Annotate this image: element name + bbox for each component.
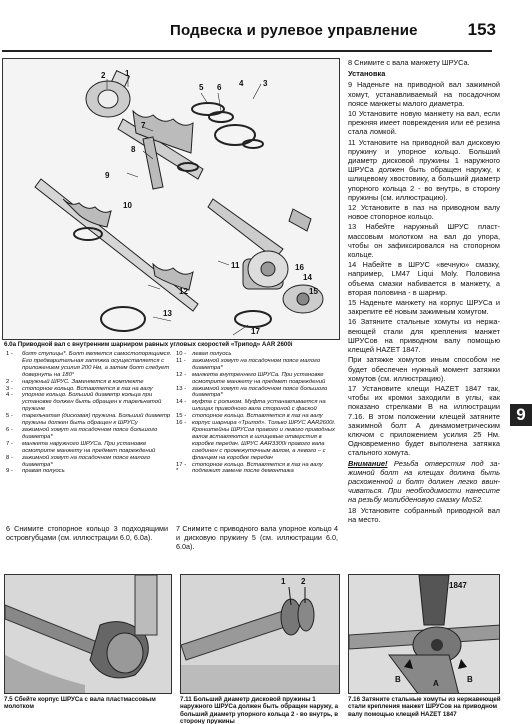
page-header [0, 14, 532, 44]
figure-7-16 [348, 574, 500, 694]
legend-item: 7 - манжета наружного ШРУСа. При установке осмотрите манжету на предмет повреждений [6, 440, 156, 454]
callout-b-right: B [467, 675, 473, 684]
legend-item: 1 - болт ступицы*. Болт является самостопорящимся. Его предварительная затяжка осуществляется с приложением усилия 200 Нм, а затем болт следует довернуть на 180° [6, 351, 172, 378]
step-13-text: 13 Набейте наружный ШРУС пластмассовым молотком на вал до упора, чтобы он зафиксировался на стопорном кольце. [348, 222, 500, 260]
legend-right [176, 351, 340, 475]
page-number: 153 [467, 20, 496, 39]
legend-item: 16 - корпус шарнира «Трипод». Только ШРУС AAR2600i. Кронштейны ШРУСов правого и левого приводных валов вставляются в шлицевые отверстия в коробке передач. ШРУС AAR3300i правого вала соединен с промежуточным валом, а левого – с фланцем на коробке передач [176, 420, 336, 461]
legend-item: 10 - левая полуось [176, 351, 232, 357]
callout-1: 1 [281, 577, 286, 586]
callout-13: 13 [163, 309, 172, 318]
figure-7-11-caption: 7.11 Больший диаметр дисковой пружины 1 наружного ШРУСа должен быть обращен наружу, а больший диаметр упорного кольца 2 - во внутрь, в сторону пружины [180, 696, 339, 724]
callout-8: 8 [131, 145, 136, 154]
legend-item: 6 - зажимной хомут на посадочном поясе большого диаметра* [6, 426, 158, 440]
step-15-text: 15 Наденьте манжету на корпус ШРУСа и закрепите её новым зажимным хомутом. [348, 298, 500, 317]
legend-item: 9 - правая полуось [6, 468, 65, 475]
legend-item: 13 - зажимной хомут на посадочном поясе большого диаметра* [176, 385, 328, 399]
callout-11: 11 [231, 261, 240, 270]
step-17-text: 17 Установите клещи HAZET 1847 так, чтобы их кромки заходили в углы, как показано стрелками В на иллюстрации 7.16. В этом положении клещей затяните зажимной болт А динамометрическим ключом с приложением усилия 25 Нм. Одновременно будет выполнена затяжка стального хомута. [348, 383, 500, 458]
figure-main-caption: 6.0а Приводной вал с внутренним шарниром равных угловых скоростей «Трипод» AAR 2600i [4, 341, 293, 348]
photo-hazet-pliers [349, 575, 500, 694]
warning-text: Резьба отверстия под зажимной болт на клещах должна быть расхоженной и болт должен легко ввинчиваться. При необходимости нанесите на резьбу молибденовую смазку MoS2. [348, 458, 500, 505]
callout-6: 6 [217, 83, 222, 92]
legend-item: * подлежит замене после демонтажа [176, 468, 294, 475]
callout-5: 5 [199, 83, 204, 92]
legend-item: 15 - стопорное кольцо. Вставляется в паз на валу [176, 413, 323, 420]
callout-b-left: B [395, 675, 401, 684]
figure-7-5-caption: 7.5 Сбейте корпус ШРУСа с вала пластмассовым молотком [4, 696, 156, 711]
driveshaft-exploded-drawing [3, 59, 340, 340]
callout-4: 4 [239, 79, 244, 88]
callout-12: 12 [179, 287, 188, 296]
legend-item: 8 - зажимной хомут на посадочном поясе малого диаметра* [6, 454, 151, 468]
photo-spring-ring [181, 575, 340, 694]
warning-label: Внимание! [348, 458, 388, 468]
callout-15: 15 [309, 287, 318, 296]
header-rule [2, 50, 492, 52]
step-10-text: 10 Установите новую манжету на вал, если прежняя имеет повреждения или её резина стала ломкой. [348, 109, 500, 137]
figure-7-5 [4, 574, 172, 694]
step-6-text: 6 Снимите стопорное кольцо 3 подходящими островгубцами (см. иллюстрации 6.0, 6.0а). [6, 524, 168, 543]
callout-9: 9 [105, 171, 110, 180]
legend-item: 2 - наружный ШРУС. Заменяется в комплекте [6, 378, 144, 385]
page-title: Подвеска и рулевое управление [170, 22, 418, 39]
legend-item: 3 - стопорное кольцо. Вставляется в паз на валу [6, 385, 153, 392]
callout-1: 1 [125, 69, 130, 78]
callout-10: 10 [123, 201, 132, 210]
callout-1847: 1847 [449, 581, 467, 590]
callout-2: 2 [101, 71, 106, 80]
step-7-text: 7 Снимите с приводного вала упорное кольцо 4 и дисковую пружину 5 (см. иллюстрации 6.0, 6.0а). [176, 524, 338, 552]
step-18-text: 18 Установите собранный приводной вал на место. [348, 505, 500, 524]
photo-hammer-joint [5, 575, 172, 694]
section-heading-installation: Установка [348, 69, 386, 79]
legend-item: 12 - манжета внутреннего ШРУСа. При установке осмотрите манжету на предмет повреждений [176, 371, 326, 385]
callout-17: 17 [251, 327, 260, 336]
step-14-text: 14 Набейте в ШРУС «вечную» смазку, например, LM47 Liqui Moly. Половина объема смазки набивается в манжету, а вторая половина - в шарнир. [348, 260, 500, 297]
legend-item: 11 - зажимной хомут на посадочном поясе малого диаметра* [176, 357, 321, 371]
callout-16: 16 [295, 263, 304, 272]
step-11-text: 11 Установите на приводной вал дисковую пружину и упорное кольцо. Больший диаметр дисковой пружины 1 наружного ШРУСа должен быть обращен наружу, к шлицевому хвостовику, а больший диаметр упорного кольца 2 - во внутрь, в сторону пружины (см. иллюстрацию). [348, 137, 500, 202]
right-text-column [348, 58, 500, 525]
step-12-text: 12 Установите в паз на приводном валу новое стопорное кольцо. [348, 203, 500, 222]
step-9-text: 9 Наденьте на приводной вал зажимной хомут, устанавливаемый на посадочном поясе манжеты малого диаметра. [348, 80, 500, 108]
paragraph-6 [6, 524, 168, 543]
figure-7-16-caption: 7.16 Затяните стальные хомуты из нержавеющей стали крепления манжет ШРУСов на приводном валу помощью клещей HAZET 1847 [348, 696, 501, 718]
callout-a: A [433, 679, 439, 688]
paragraph-7 [176, 524, 338, 553]
step-8-text: 8 Снимите с вала манжету ШРУСа. [348, 58, 470, 67]
callout-2: 2 [301, 577, 306, 586]
callout-7: 7 [141, 121, 146, 130]
warning-note [348, 459, 500, 505]
legend-item: 14 - муфта с роликом. Муфта устанавливается на шлицах приводного вала стороной с фаской [176, 399, 326, 413]
step-16-text: 16 Затяните стальные хомуты из нержавеющей стали для крепления манжет ШРУСов на приводном валу помощью клещей HAZET 1847. [348, 317, 500, 355]
legend-item: 17 - стопорное кольцо. Вставляется в паз на валу [176, 461, 323, 468]
legend-left [6, 351, 172, 475]
step-16b-text: При затяжке хомутов иным способом не будет обеспечен нужный момент затяжки хомутов (см. иллюстрацию). [348, 355, 500, 383]
figure-7-11 [180, 574, 340, 694]
chapter-tab: 9 [510, 404, 532, 426]
callout-14: 14 [303, 273, 312, 282]
legend-item: 5 - тарельчатая (дисковая) пружина. Больший диаметр пружины должен быть обращен к ШРУСу [6, 413, 171, 427]
figure-main-exploded-driveshaft [2, 58, 340, 340]
legend-item: 4 - упорное кольцо. Больший диаметр кольца при установке должен быть обращен к тарельчатой пружине [6, 392, 162, 413]
callout-3: 3 [263, 79, 268, 88]
